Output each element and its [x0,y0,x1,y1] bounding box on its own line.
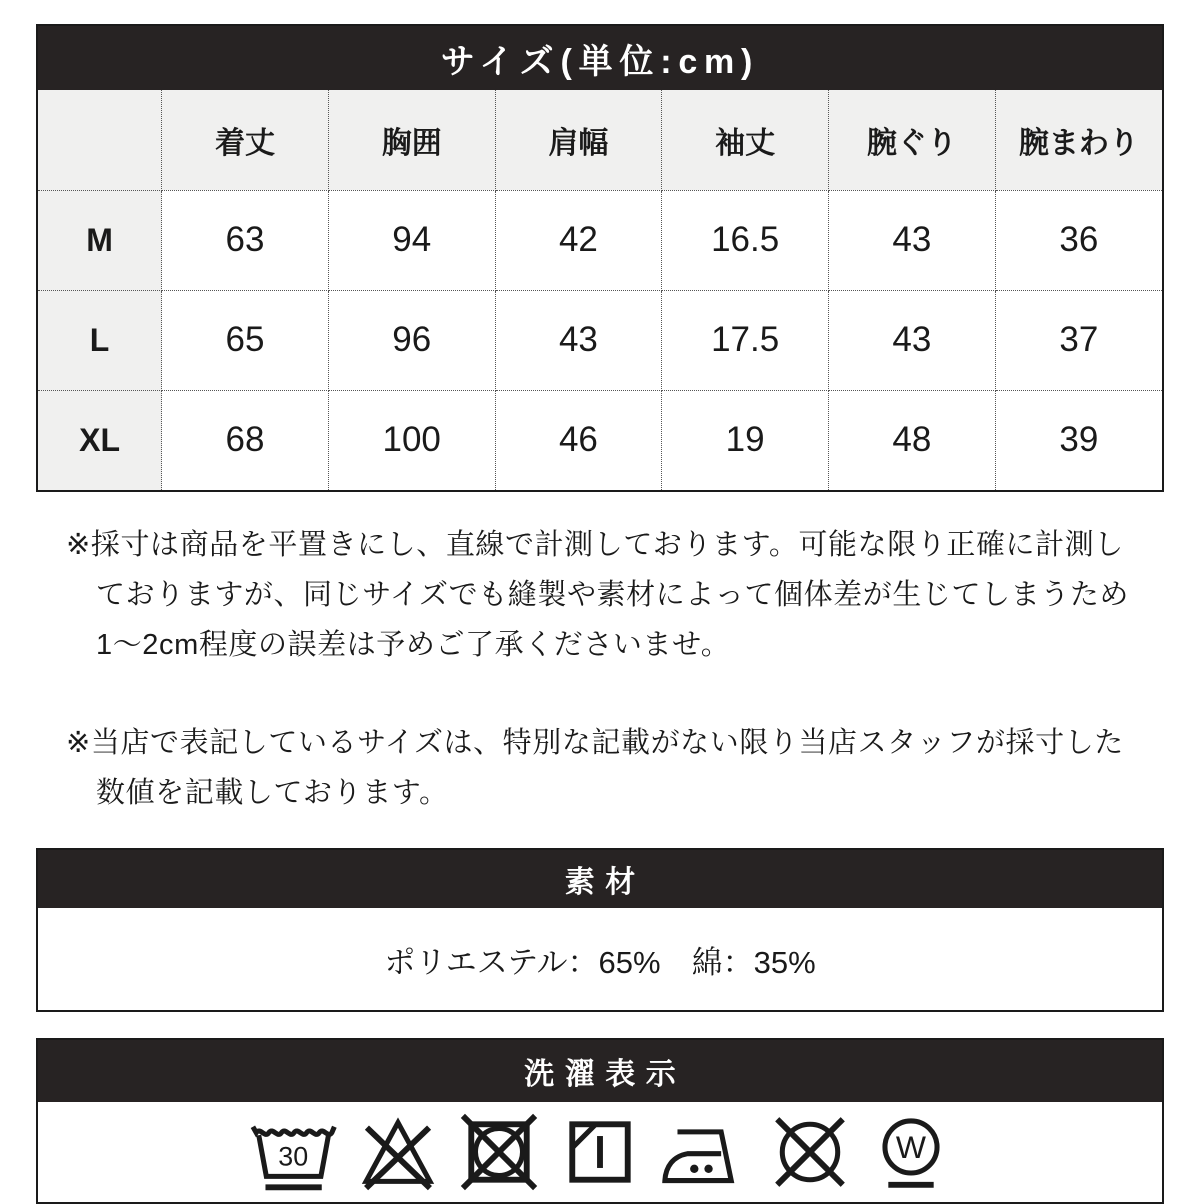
size-table-header-row [38,90,1162,190]
cell-l-armhole: 43 [829,290,996,390]
material-title-bar [38,850,1162,908]
svg-text:W: W [896,1128,927,1165]
size-table-title: サイズ(単位:cm) [440,42,760,81]
laundry-icons-row [38,1102,1162,1202]
cell-m-chest: 94 [328,190,495,290]
material-title: 素材 [564,866,646,899]
material-composition: ポリエステル：65% 綿：35% [384,944,816,980]
laundry-section [36,1038,1164,1204]
cell-m-sleeve: 16.5 [662,190,829,290]
size-table [38,90,1162,490]
column-header-arm-circumference: 腕まわり [995,90,1162,190]
cell-xl-chest: 100 [328,390,495,490]
column-header-armhole: 腕ぐり [829,90,996,190]
corner-cell [38,90,162,190]
svg-text:30: 30 [277,1141,308,1172]
cell-xl-body-length: 68 [162,390,329,490]
cell-m-arm-circumference: 36 [995,190,1162,290]
column-header-sleeve: 袖丈 [662,90,829,190]
cell-m-armhole: 43 [829,190,996,290]
do-not-tumble-dry-icon [457,1110,541,1194]
notes [66,520,1138,818]
column-header-body-length: 着丈 [162,90,329,190]
line-dry-in-shade-icon [558,1110,642,1194]
size-label-xl: XL [38,390,162,490]
iron-medium-two-dots-icon [659,1110,751,1194]
cell-m-shoulder: 42 [495,190,662,290]
column-header-chest: 胸囲 [328,90,495,190]
cell-l-arm-circumference: 37 [995,290,1162,390]
size-table-section [36,24,1164,492]
wash-30-icon [247,1110,339,1194]
cell-xl-shoulder: 46 [495,390,662,490]
cell-l-sleeve: 17.5 [662,290,829,390]
cell-l-shoulder: 43 [495,290,662,390]
cell-l-chest: 96 [328,290,495,390]
cell-xl-sleeve: 19 [662,390,829,490]
cell-m-body-length: 63 [162,190,329,290]
laundry-title-bar [38,1040,1162,1102]
laundry-title: 洗濯表示 [524,1058,687,1091]
size-row-xl [38,390,1162,490]
do-not-bleach-icon [356,1110,440,1194]
cell-l-body-length: 65 [162,290,329,390]
size-row-m [38,190,1162,290]
size-label-m: M [38,190,162,290]
wet-clean-gentle-icon [869,1110,953,1194]
do-not-dry-clean-icon [768,1110,852,1194]
size-row-l [38,290,1162,390]
note-measurement-disclaimer: ※採寸は商品を平置きにし、直線で計測しております。可能な限り正確に計測しておりますが、同じサイズでも縫製や素材によって個体差が生じてしまうため1〜2cm程度の誤差は予めご了承くださいませ。 [66,529,1129,661]
column-header-shoulder: 肩幅 [495,90,662,190]
note-staff-measurement: ※当店で表記しているサイズは、特別な記載がない限り当店スタッフが採寸した数値を記載しております。 [66,727,1124,809]
cell-xl-arm-circumference: 39 [995,390,1162,490]
material-content-area [38,908,1162,1010]
size-label-l: L [38,290,162,390]
cell-xl-armhole: 48 [829,390,996,490]
size-table-title-bar [38,26,1162,90]
material-section [36,848,1164,1012]
